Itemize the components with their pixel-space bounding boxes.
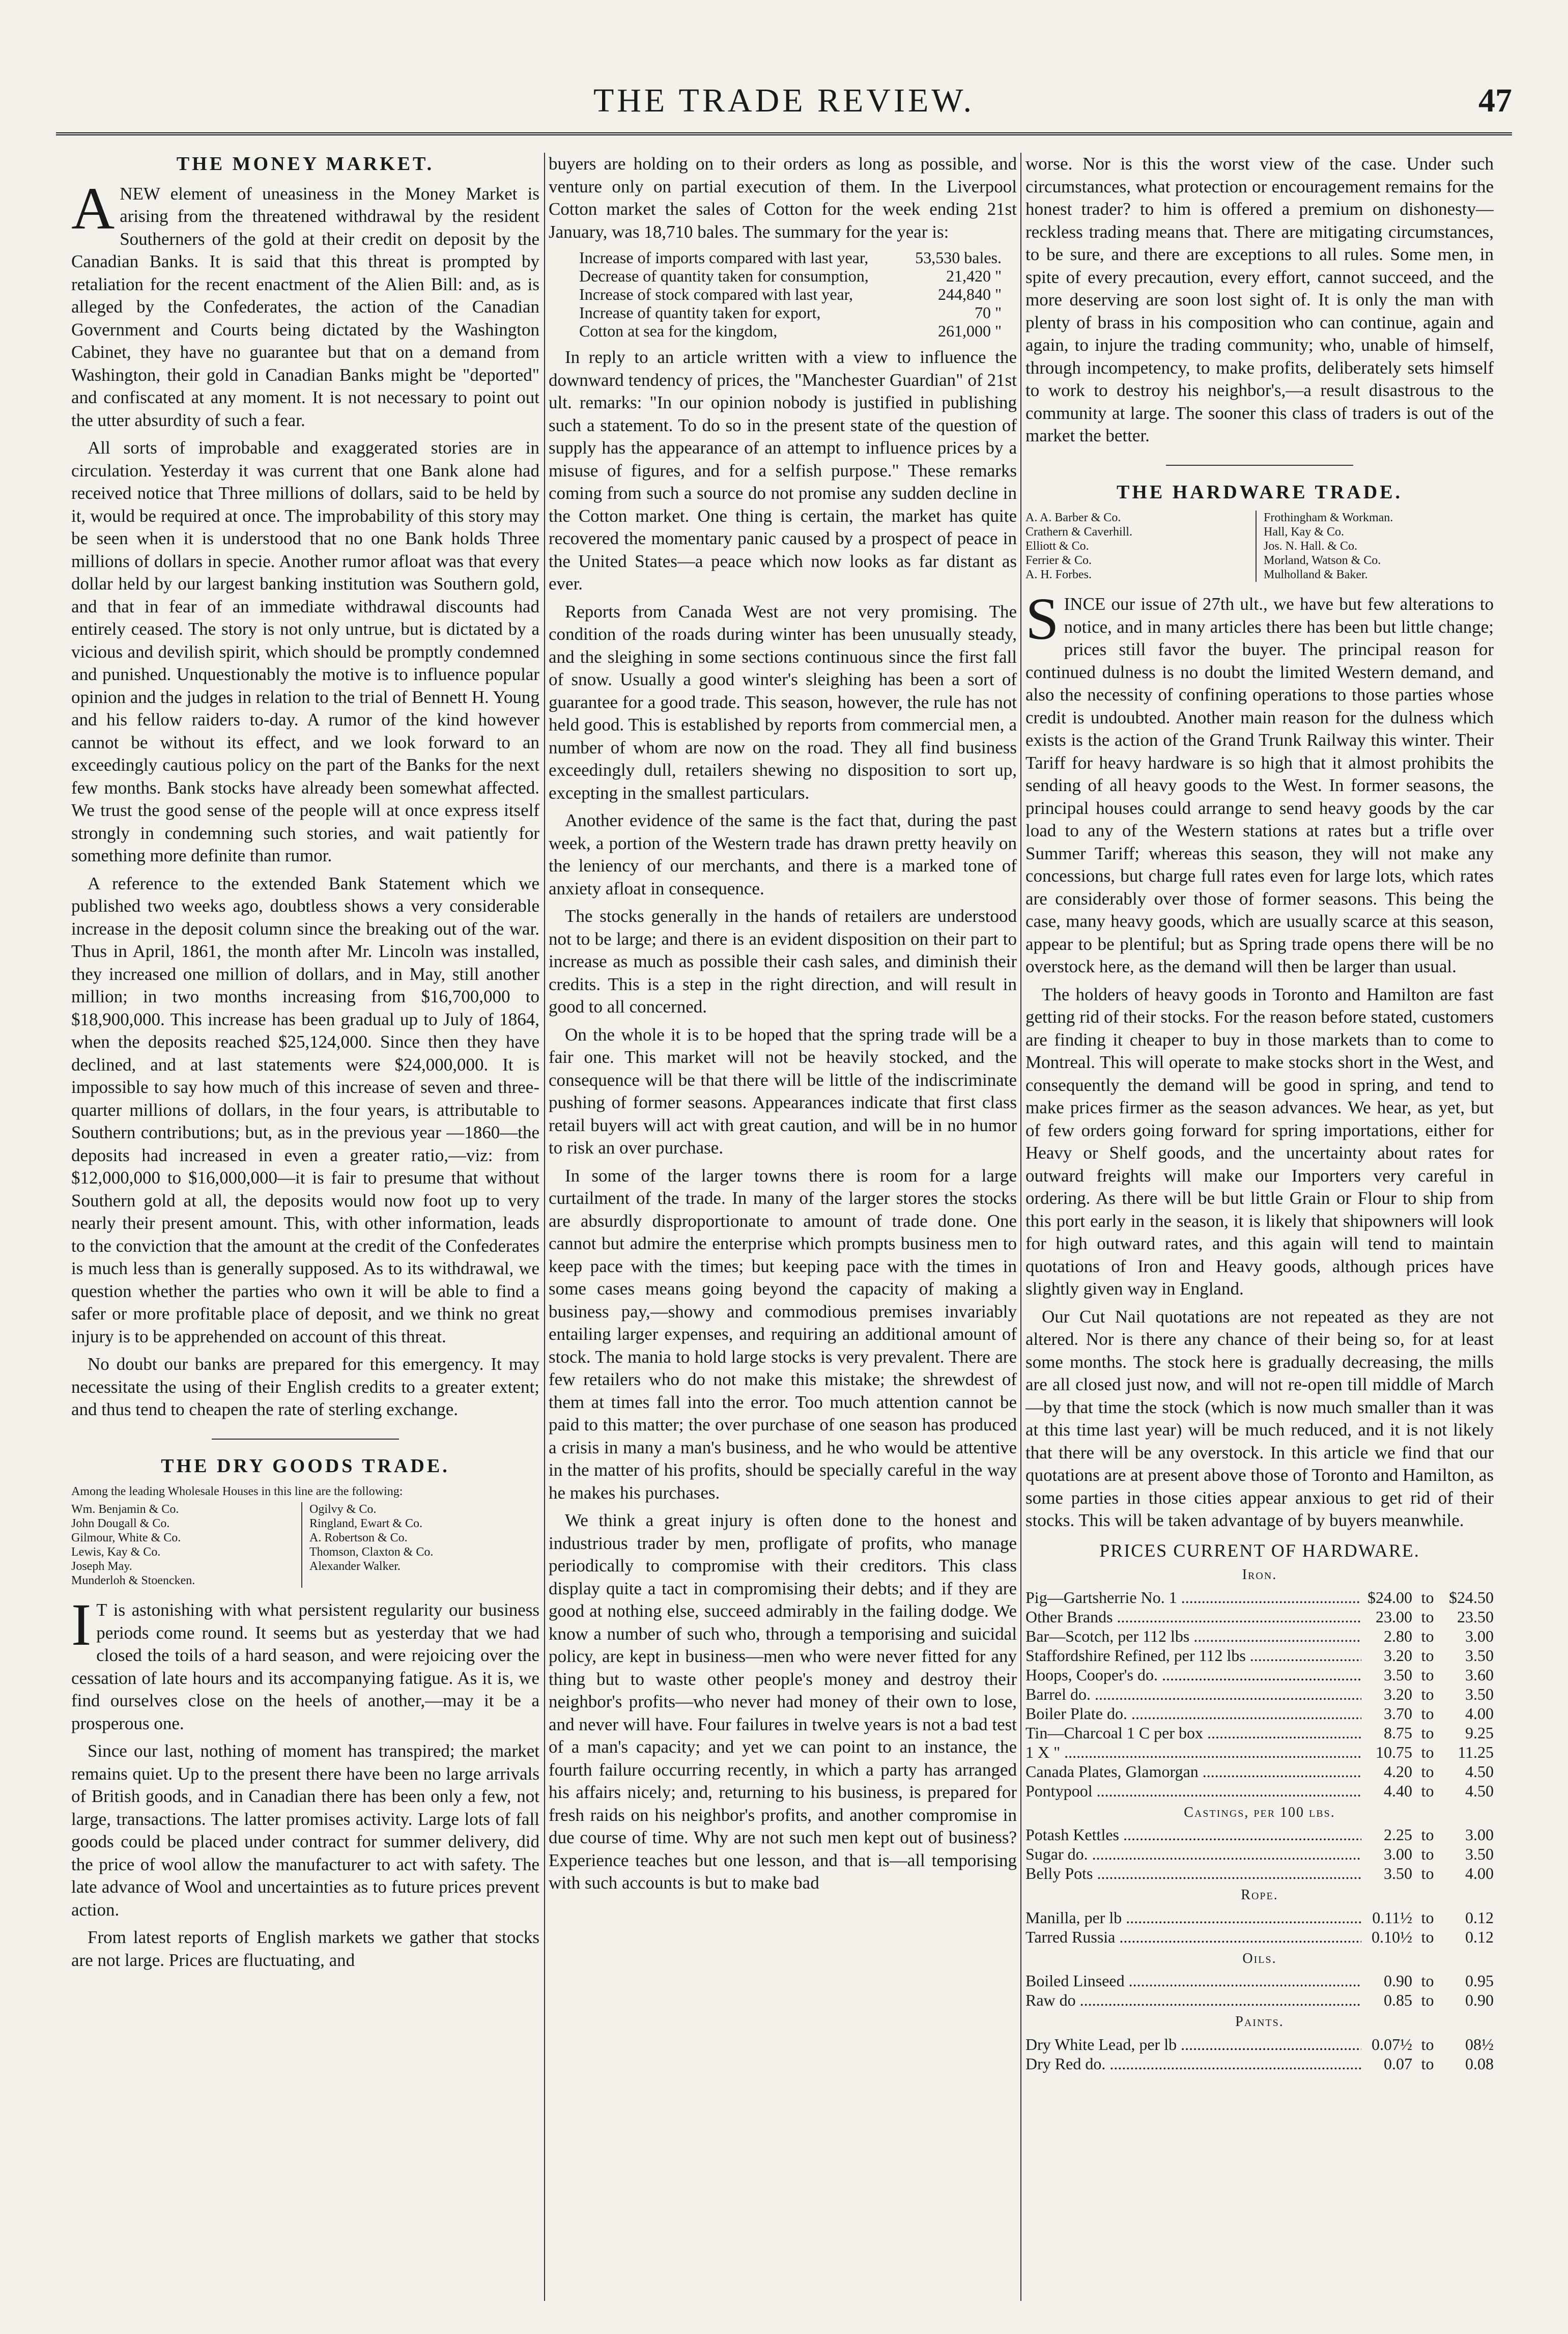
page-title: THE TRADE REVIEW. (593, 82, 975, 119)
dry-goods-paragraph: In reply to an article written with a view to influence the downward tendency of prices, the "Manchester Guardian" of 21st ult. remarks: "In our opinion nobody is justified in publishing such a statement. To do so in the present state of the question of supply has the appearance of an attempt to influence prices by a misuse of figures, and for a selfish purpose." These remarks coming from such a source do not promise any sudden decline in the Cotton market. One thing is certain, the market has quite recovered the momentary panic caused by a prospect of peace in the United States—a peace which now looks as far distant as ever. (549, 347, 1017, 594)
summary-value: 70 " (974, 303, 1002, 322)
summary-label: Cotton at sea for the kingdom, (579, 322, 778, 340)
price-label: 1 X " ..... (1025, 1742, 1361, 1762)
price-to-word: to (1421, 1972, 1434, 1990)
prices-title: PRICES CURRENT OF HARDWARE. (1099, 1540, 1420, 1561)
column-1 (71, 153, 539, 2301)
price-to: 3.00 (1465, 1825, 1494, 1844)
price-to: 11.25 (1458, 1742, 1494, 1761)
money-market-paragraph: No doubt our banks are prepared for this emergency. It may necessitate the using of their English credits to a greater extent; and thus tend to cheapen the rate of sterling exchange. (71, 1354, 539, 1419)
summary-label: Increase of stock compared with last year, (579, 285, 853, 303)
hardware-houses (1025, 511, 1494, 582)
price-row (1025, 2054, 1494, 2073)
price-to-word: to (1421, 1684, 1434, 1703)
summary-label: Decrease of quantity taken for consumption, (579, 267, 869, 285)
dry-goods-paragraph: buyers are holding on to their orders as long as possible, and venture only on partial execution of them. In the Liverpool Cotton market the sales of Cotton for the week ending 21st January, was 18,710 bales. The summary for the year is: (549, 154, 1017, 242)
price-from: $24.00 (1367, 1588, 1412, 1607)
price-label: Potash Kettles ..... (1025, 1825, 1361, 1844)
drop-cap: I (71, 1591, 92, 1658)
price-row (1025, 2035, 1494, 2054)
price-from: 3.50 (1384, 1665, 1412, 1684)
column-rule (1020, 153, 1021, 2301)
price-category: Paints. (1235, 2014, 1284, 2030)
house-name: Ferrier & Co. (1025, 554, 1092, 567)
price-from: 0.10½ (1372, 1927, 1412, 1946)
price-label: Dry Red do. ..... (1025, 2054, 1361, 2073)
price-to-word: to (1421, 1825, 1434, 1844)
price-to-word: to (1421, 1742, 1434, 1761)
price-from: 0.07 (1384, 2054, 1412, 2073)
price-from: 4.40 (1384, 1781, 1412, 1800)
summary-label: Increase of imports compared with last year, (579, 248, 869, 267)
dry-goods-paragraph: worse. Nor is this the worst view of the case. Under such circumstances, what protection or encouragement remains for the honest trader? to him is offered a premium on dishonesty—reckless trading means that. There are mitigating circumstances, to be sure, and there are exceptions to all rules. Some men, in spite of every precaution, every effort, cannot succeed, and the more deserving are soon lost sight of. It is only the man with plenty of brass in his composition who can continue, again and again, to injure the trading community; who, unable of himself, through incompetency, to make profits, deliberately sets himself to work to destroy his neighbor's,—a result disastrous to the community at large. The sooner this class of traders is out of the market the better. (1025, 154, 1494, 445)
price-row (1025, 1990, 1494, 2010)
price-to: 0.90 (1465, 1991, 1494, 2009)
price-from: 10.75 (1376, 1742, 1412, 1761)
house-name: A. A. Barber & Co. (1025, 511, 1121, 524)
price-to: 3.50 (1465, 1684, 1494, 1703)
price-row (1025, 1588, 1494, 1607)
price-label: Tarred Russia ..... (1025, 1927, 1361, 1947)
price-to-word: to (1421, 1588, 1434, 1607)
price-to: 4.00 (1465, 1704, 1494, 1723)
house-name: Joseph May. (71, 1560, 132, 1573)
price-row (1025, 1971, 1494, 1990)
price-to: 0.12 (1465, 1927, 1494, 1946)
price-from: 8.75 (1384, 1723, 1412, 1742)
price-from: 3.70 (1384, 1704, 1412, 1723)
drop-cap: S (1025, 585, 1059, 652)
price-label: Boiler Plate do. ..... (1025, 1704, 1361, 1723)
paragraph-text: T is astonishing with what persistent regularity our business periods come round. It seems but as yesterday that we had closed the toils of a hard season, and were rejoicing over the cessation of late hours and its accompanying fatigue. As it is, we find ourselves close on the heels of another,—may it be a prosperous one. (71, 1600, 539, 1733)
price-to: 3.50 (1465, 1845, 1494, 1863)
price-row (1025, 1908, 1494, 1927)
price-from: 0.85 (1384, 1991, 1412, 2009)
price-row (1025, 1781, 1494, 1801)
dry-goods-paragraph: We think a great injury is often done to the honest and industrious trader by men, profligate of profits, who manage periodically to compromise with their creditors. This class display quite a tact in compromising their debts; and if they are good at nothing else, succeed admirably in the failing dodge. We know a number of such who, through a temporising and suicidal policy, are kept in business—men who were never fitted for any thing but to waste other people's money and destroy their neighbor's profits—who never had money of their own to lose, and never will have. Four failures in twelve years is not a bad test of a man's capacity; and yet we can point to an instance, the fourth failure occurring recently, in which a party has arranged his affairs nicely; and, returning to his business, is prepared for fresh raids on his neighbor's profits, and another compromise in due course of time. Why are not such men kept out of business? Experience teaches but one lesson, and that is—all temporising with such accounts is but to make bad (549, 1510, 1017, 1893)
summary-row (579, 267, 1017, 285)
drop-cap: A (71, 175, 115, 242)
price-row (1025, 1762, 1494, 1781)
price-to: 9.25 (1465, 1723, 1494, 1742)
price-to: $24.50 (1449, 1588, 1494, 1607)
houses-left (71, 1502, 301, 1588)
houses-right (1256, 511, 1494, 582)
price-from: 3.50 (1384, 1864, 1412, 1882)
price-to-word: to (1421, 1908, 1434, 1927)
dry-goods-paragraph: In some of the larger towns there is room for a large curtailment of the trade. In many of the larger stores the stocks are absurdly disproportionate to amount of trade done. One cannot but admire the enterprise which prompts business men to keep pace with the times; but keeping pace with the times in some cases means going beyond the capacity of making a business pay,—showy and commodious premises invariably entailing larger expenses, and requiring an additional amount of stock. The mania to hold large stocks is very prevalent. There are few retailers who do not make this mistake; the shrewdest of them at times fall into the error. Too much attention cannot be paid to this matter; the over purchase of one season has produced a crisis in many a man's business, and he who would be attentive in the matter of his profits, should be specially careful in the way he makes his purchases. (549, 1165, 1017, 1503)
section-divider (212, 1439, 399, 1440)
price-category: Iron. (1242, 1567, 1277, 1583)
price-label: Belly Pots ..... (1025, 1864, 1361, 1883)
house-name: Gilmour, White & Co. (71, 1531, 181, 1544)
column-rule (544, 153, 545, 2301)
house-name: Elliott & Co. (1025, 540, 1089, 553)
price-to-word: to (1421, 1927, 1434, 1946)
summary-label: Increase of quantity taken for export, (579, 303, 821, 322)
price-row (1025, 1665, 1494, 1684)
price-label: Hoops, Cooper's do. ..... (1025, 1665, 1361, 1684)
price-to-word: to (1421, 1845, 1434, 1863)
price-row (1025, 1825, 1494, 1844)
dry-goods-paragraph: Since our last, nothing of moment has transpired; the market remains quiet. Up to the present there have been no large arrivals of British goods, and in Canadian there has been only a few, not large, transactions. The latter promises activity. Large lots of fall goods could be placed under contract for summer delivery, did the price of wool allow the manufacturer to act with safety. The late advance of Wool and uncertainties as to future prices prevent action. (71, 1741, 539, 1920)
price-to: 3.00 (1465, 1626, 1494, 1645)
hardware-paragraph (1025, 585, 1494, 978)
price-from: 23.00 (1376, 1607, 1412, 1626)
price-to-word: to (1421, 2054, 1434, 2073)
price-from: 2.80 (1384, 1626, 1412, 1645)
summary-row (579, 322, 1017, 340)
hardware-paragraph: The holders of heavy goods in Toronto and Hamilton are fast getting rid of their stocks. For the reason before stated, customers are finding it cheaper to buy in those markets than to come to Montreal. This will operate to make stocks short in the West, and consequently the demand will be good in spring, and tend to make prices firmer as the season advances. We hear, as yet, but of few orders going forward for spring importations, either for Heavy or Shelf goods, and the uncertainty about rates for outward freights will make our Importers very careful in ordering. As there will be but little Grain or Flour to ship from this port early in the season, it is likely that shipowners will look for high outward rates, and this again will tend to maintain quotations of Iron and Heavy goods, although prices have slightly given way in England. (1025, 984, 1494, 1299)
price-to-word: to (1421, 1646, 1434, 1665)
house-name: Lewis, Kay & Co. (71, 1545, 161, 1559)
price-row (1025, 1927, 1494, 1947)
price-label: Pig—Gartsherrie No. 1 ..... (1025, 1588, 1361, 1607)
price-row (1025, 1646, 1494, 1665)
money-market-paragraph: A reference to the extended Bank Statement which we published two weeks ago, doubtless shows a very considerable increase in the deposit column since the breaking out of the war. Thus in April, 1861, the month after Mr. Lincoln was installed, they increased one million of dollars, and in May, still another million; in two months increasing from $16,700,000 to $18,900,000. This increase has been gradual up to July of 1864, when the deposits reached $25,124,000. Since then they have declined, and at last statements were $24,000,000. It is impossible to say how much of this increase of seven and three-quarter millions of dollars, in the four years, is attributable to Southern contributions; but, as in the previous year —1860—the deposits had increased in even a greater ratio,—viz: from $12,000,000 to $16,000,000—it is fair to presume that without Southern gold at all, the deposits would now foot up to very nearly their present amount. This, with other information, leads to the conviction that the amount at the credit of the Confederates is much less than is generally supposed. As to its withdrawal, we question whether the parties who own it will be able to find a safer or more profitable place of deposit, and we think no great injury is to be apprehended on account of this threat. (71, 873, 539, 1346)
dry-goods-paragraph: On the whole it is to be hoped that the spring trade will be a fair one. This market will not be heavily stocked, and the consequence will be that there will be little of the indiscriminate pushing of former seasons. Appearances indicate that first class retail buyers will act with great caution, and will be in no humor to risk an over purchase. (549, 1024, 1017, 1158)
summary-row (579, 303, 1017, 322)
price-label: Barrel do. ..... (1025, 1684, 1361, 1704)
house-name: Alexander Walker. (309, 1560, 401, 1573)
dry-goods-paragraph: From latest reports of English markets we gather that stocks are not large. Prices are fluctuating, and (71, 1927, 539, 1970)
house-name: Mulholland & Baker. (1264, 568, 1368, 581)
house-name: John Dougall & Co. (71, 1517, 170, 1530)
dry-goods-heading: THE DRY GOODS TRADE. (161, 1455, 450, 1477)
price-from: 0.11½ (1372, 1908, 1412, 1927)
price-label: Other Brands ..... (1025, 1607, 1361, 1626)
price-to: 0.08 (1465, 2054, 1494, 2073)
price-label: Bar—Scotch, per 112 lbs ..... (1025, 1626, 1361, 1646)
house-name: Morland, Watson & Co. (1264, 554, 1381, 567)
price-from: 0.90 (1384, 1972, 1412, 1990)
house-name: A. H. Forbes. (1025, 568, 1092, 581)
price-to-word: to (1421, 1991, 1434, 2009)
dry-goods-paragraph: Another evidence of the same is the fact that, during the past week, a portion of the Western trade has drawn pretty heavily on the leniency of our merchants, and there is a marked tone of anxiety afloat in consequence. (549, 810, 1017, 898)
house-name: Crathern & Caverhill. (1025, 525, 1132, 539)
price-from: 0.07½ (1372, 2035, 1412, 2054)
hardware-heading: THE HARDWARE TRADE. (1117, 481, 1403, 503)
price-to: 3.50 (1465, 1646, 1494, 1665)
price-row (1025, 1704, 1494, 1723)
summary-value: 21,420 " (946, 267, 1002, 285)
houses-left (1025, 511, 1256, 582)
price-category: Rope. (1241, 1887, 1278, 1903)
price-row (1025, 1864, 1494, 1883)
price-from: 3.00 (1384, 1845, 1412, 1863)
price-label: Staffordshire Refined, per 112 lbs ..... (1025, 1646, 1361, 1665)
price-from: 3.20 (1384, 1684, 1412, 1703)
price-to-word: to (1421, 1626, 1434, 1645)
house-name: Munderloh & Stoencken. (71, 1574, 195, 1587)
price-to-word: to (1421, 1864, 1434, 1882)
dry-goods-paragraph: Reports from Canada West are not very promising. The condition of the roads during winter has been unusually steady, and the sleighing in some sections continuous since the first fall of snow. Usually a good winter's sleighing has been a sort of guarantee for a good trade. This season, however, the rule has not held good. This is established by reports from commercial men, a number of whom are now on the road. They all find business exceedingly dull, retailers shewing no disposition to sort up, excepting in the smallest particulars. (549, 601, 1017, 803)
price-from: 2.25 (1384, 1825, 1412, 1844)
price-label: Canada Plates, Glamorgan ..... (1025, 1762, 1361, 1781)
price-label: Pontypool ..... (1025, 1781, 1361, 1801)
price-row (1025, 1742, 1494, 1762)
summary-row (579, 248, 1017, 267)
house-name: Ringland, Ewart & Co. (309, 1517, 422, 1530)
page-header (56, 76, 1512, 135)
houses-right (301, 1502, 539, 1588)
price-to-word: to (1421, 1781, 1434, 1800)
price-to: 0.95 (1465, 1972, 1494, 1990)
house-name: A. Robertson & Co. (309, 1531, 408, 1544)
price-to: 3.60 (1465, 1665, 1494, 1684)
price-label: Raw do ..... (1025, 1990, 1361, 2010)
price-row (1025, 1844, 1494, 1864)
price-to: 0.12 (1465, 1908, 1494, 1927)
price-to-word: to (1421, 1762, 1434, 1781)
price-to: 08½ (1465, 2035, 1494, 2054)
page-number: 47 (1478, 82, 1512, 119)
price-to: 23.50 (1457, 1607, 1494, 1626)
price-row (1025, 1626, 1494, 1646)
price-to-word: to (1421, 1665, 1434, 1684)
house-name: Wm. Benjamin & Co. (71, 1503, 179, 1516)
price-to-word: to (1421, 1607, 1434, 1626)
price-to-word: to (1421, 1723, 1434, 1742)
paragraph-text: NEW element of uneasiness in the Money Market is arising from the threatened withdrawal by the resident Southerners of the gold at their credit on deposit by the Canadian Banks. It is said that this threat is prompted by retaliation for the recent enactment of the Alien Bill: and, as is alleged by the Confederates, the action of the Canadian Government and Courts being dictated by the Washington Cabinet, they have no guarantee but that on a demand from Washington, their gold in Canadian Banks might be "deported" and confiscated at any moment. It is not necessary to point out the utter absurdity of such a fear. (71, 183, 539, 430)
summary-value: 244,840 " (937, 285, 1002, 303)
section-divider (1166, 465, 1353, 466)
price-label: Dry White Lead, per lb ..... (1025, 2035, 1361, 2054)
house-name: Hall, Kay & Co. (1264, 525, 1344, 539)
price-category: Castings, per 100 lbs. (1184, 1804, 1335, 1820)
price-label: Manilla, per lb ..... (1025, 1908, 1361, 1927)
price-row (1025, 1684, 1494, 1704)
house-name: Jos. N. Hall. & Co. (1264, 540, 1358, 553)
price-category: Oils. (1242, 1950, 1277, 1966)
price-label: Boiled Linseed ..... (1025, 1971, 1361, 1990)
price-from: 3.20 (1384, 1646, 1412, 1665)
price-to: 4.50 (1465, 1762, 1494, 1781)
cotton-summary-table (579, 248, 1017, 340)
money-market-paragraph (71, 175, 539, 432)
price-row (1025, 1723, 1494, 1742)
price-to-word: to (1421, 2035, 1434, 2054)
price-to: 4.00 (1465, 1864, 1494, 1882)
house-name: Frothingham & Workman. (1264, 511, 1393, 524)
price-from: 4.20 (1384, 1762, 1412, 1781)
summary-row (579, 285, 1017, 303)
dry-goods-houses (71, 1502, 539, 1588)
summary-value: 261,000 " (937, 322, 1002, 340)
hardware-paragraph: Our Cut Nail quotations are not repeated as they are not altered. Nor is there any chance of their being so, for at least some months. The stock here is gradually decreasing, the mills are all closed just now, and will not re-open till middle of March—by that time the stock (which is now much smaller than it was at this time last year) will be much reduced, and it is not likely that there will be any overstock. In this article we find that our quotations are at present above those of Toronto and Hamilton, as some parties in those cities appear anxious to get rid of their stocks. This will be taken advantage of by buyers meanwhile. (1025, 1306, 1494, 1530)
price-to-word: to (1421, 1704, 1434, 1723)
column-3 (1025, 153, 1494, 2301)
house-name: Thomson, Claxton & Co. (309, 1545, 434, 1559)
paragraph-text: INCE our issue of 27th ult., we have but few alterations to notice, and in many articles there has been but little change; prices still favor the buyer. The principal reason for continued dulness is no doubt the limited Western demand, and also the necessity of confining operations to those parties whose credit is undoubted. Another main reason for the dulness which exists is the action of the Grand Trunk Railway this winter. Their Tariff for heavy hardware is so high that it almost prohibits the sending of all heavy goods to the West. In former seasons, the principal houses could arrange to send heavy goods by the car load to any of the Western stations at rates but a trifle over Summer Tariff; whereas this season, they will not make any concessions, but charge full rates even for large lots, which rates are considerably over those of former seasons. This being the case, many heavy goods, which are usually scarce at this season, appear to be plentiful; but as Spring trade opens there will be no overstock here, as the demand will then be larger than usual. (1025, 594, 1494, 976)
price-list (1025, 1564, 1494, 2073)
money-market-heading: THE MONEY MARKET. (176, 153, 435, 175)
dry-goods-paragraph (71, 1591, 539, 1735)
dry-goods-paragraph: The stocks generally in the hands of retailers are understood not to be large; and there is an evident disposition on their part to increase as much as possible their cash sales, and diminish their credits. This is a step in the right direction, and will result in good to all concerned. (549, 906, 1017, 1017)
price-row (1025, 1607, 1494, 1626)
house-name: Ogilvy & Co. (309, 1503, 377, 1516)
summary-value: 53,530 bales. (915, 248, 1002, 267)
price-label: Tin—Charcoal 1 C per box ..... (1025, 1723, 1361, 1742)
price-label: Sugar do. ..... (1025, 1844, 1361, 1864)
column-2 (549, 153, 1017, 2301)
price-to: 4.50 (1465, 1781, 1494, 1800)
dry-goods-intro: Among the leading Wholesale Houses in this line are the following: (71, 1485, 403, 1498)
money-market-paragraph: All sorts of improbable and exaggerated stories are in circulation. Yesterday it was current that one Bank alone had received notice that Three millions of dollars, said to be held by it, would be required at once. The improbability of this story may be seen when it is understood that no one Bank holds Three millions of dollars in specie. Another rumor afloat was that every dollar held by our largest banking institution was Southern gold, and that in fear of an immediate withdrawal discounts had entirely ceased. The story is not only untrue, but is dictated by a vicious and devilish spirit, which should be promptly condemned and punished. Unquestionably the motive is to influence popular opinion and the judges in relation to the trial of Bennett H. Young and his fellow raiders to-day. A rumor of the kind however cannot be without its effect, and we look forward to an exceedingly cautious policy on the part of the Banks for the next few months. Bank stocks have already been somewhat affected. We trust the good sense of the people will at once express itself strongly in condemning such stories, and wait patiently for something more definite than rumor. (71, 438, 539, 865)
